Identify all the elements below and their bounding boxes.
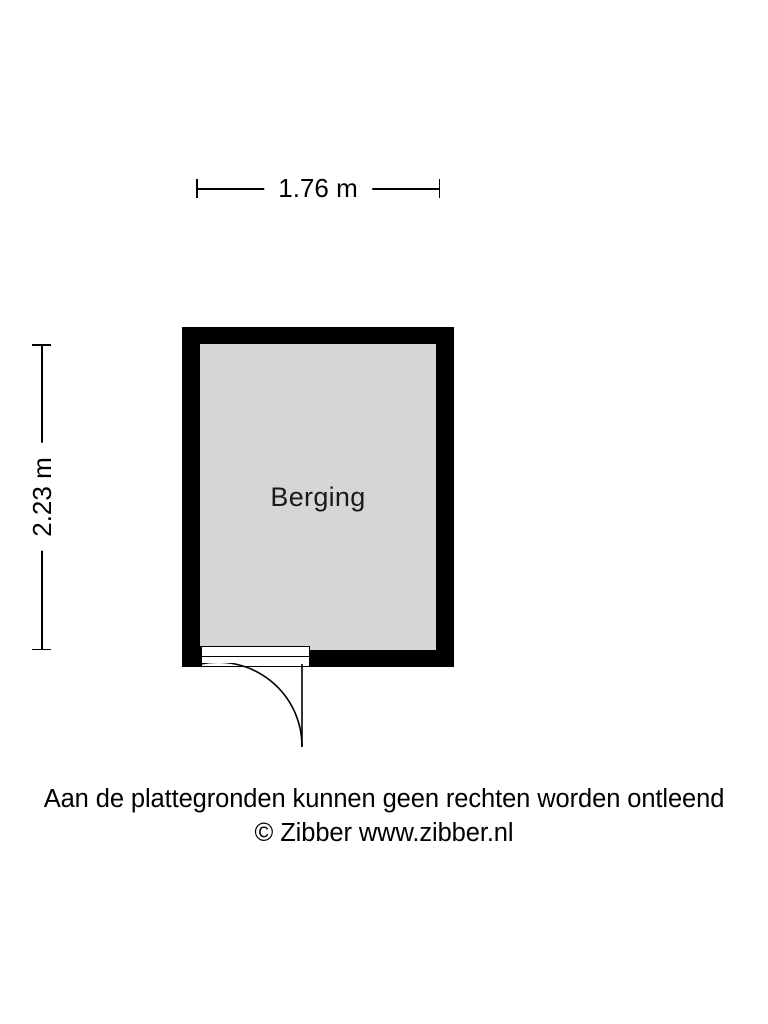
room-floor xyxy=(200,344,436,650)
dimension-height-label: 2.23 m xyxy=(26,443,58,551)
dimension-width-label: 1.76 m xyxy=(264,172,372,204)
dimension-height-tick-bottom xyxy=(32,649,51,651)
room-berging xyxy=(182,327,454,667)
dimension-width-tick-right xyxy=(439,179,441,198)
footer xyxy=(0,782,768,850)
dimension-height-tick-top xyxy=(32,344,51,346)
dimension-width xyxy=(196,173,440,203)
dimension-width-tick-left xyxy=(196,179,198,198)
footer-copyright: © Zibber www.zibber.nl xyxy=(254,819,514,847)
room-label: Berging xyxy=(270,481,366,512)
dimension-height xyxy=(27,344,57,650)
footer-disclaimer: Aan de plattegronden kunnen geen rechten worden ontleend xyxy=(43,785,725,813)
door-swing-icon xyxy=(199,663,311,749)
door-threshold-line xyxy=(200,656,310,657)
